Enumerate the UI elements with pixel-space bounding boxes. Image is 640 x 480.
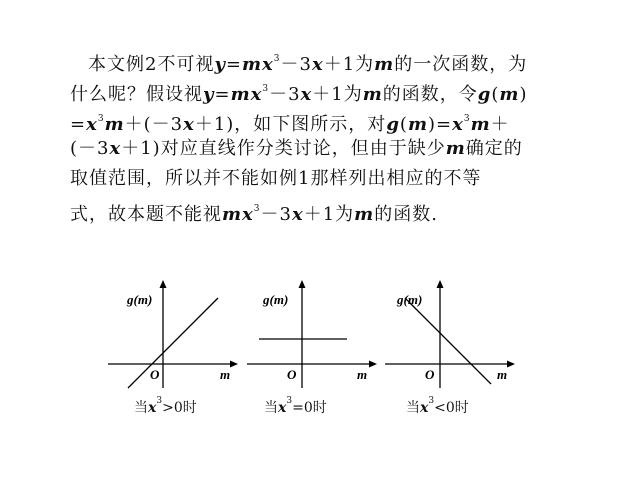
origin-label: O (287, 367, 297, 382)
text-segment: 取值范围，所以并不能如例1那样列出相应的不等 (70, 168, 482, 189)
text-segment: 的一次函数，为 (394, 54, 528, 75)
text-segment: )= (427, 114, 453, 135)
text-segment: = (225, 54, 243, 75)
text-line-6 (70, 194, 570, 224)
text-line-4 (70, 134, 570, 164)
caption-text: 当 (264, 400, 278, 416)
caption-negative (406, 396, 469, 417)
caption-text: >0时 (162, 400, 197, 416)
x-axis-arrow-icon (369, 361, 377, 368)
caption-text: =0时 (292, 400, 327, 416)
text-segment: 的函数，令 (382, 84, 478, 105)
text-segment: ＋(－3 (124, 114, 184, 135)
y-axis-label: g(m) (263, 292, 289, 307)
text-segment: ＋1为 (312, 84, 363, 105)
x-axis-arrow-icon (507, 361, 515, 368)
math-var: m (445, 138, 466, 159)
text-segment: = (214, 84, 231, 105)
math-var: x (148, 400, 157, 416)
math-var: m (470, 114, 491, 135)
math-var: g (386, 114, 400, 135)
caption-zero (264, 396, 327, 417)
math-var: g (477, 84, 492, 105)
text-segment: = (70, 114, 87, 135)
text-segment: 什么呢？假设视 (70, 84, 203, 105)
text-segment: －3 (280, 54, 312, 75)
text-segment: 的函数. (374, 204, 438, 225)
explanation-paragraph (70, 44, 570, 224)
exponent: 3 (463, 114, 471, 124)
origin-label: O (425, 367, 435, 382)
text-segment: ＋1)，如下图所示，对 (194, 114, 387, 135)
text-segment: ) (519, 84, 528, 105)
graph-zero-slope (247, 280, 377, 390)
graph-negative-slope (385, 280, 515, 390)
exponent: 3 (273, 54, 281, 64)
function-line (405, 298, 491, 384)
y-axis-arrow-icon (299, 280, 306, 288)
text-line-1 (70, 44, 570, 74)
math-var: x (311, 54, 324, 75)
text-segment: ( (491, 84, 500, 105)
text-segment: －3 (269, 84, 301, 105)
x-axis-arrow-icon (230, 361, 238, 368)
math-var: m (499, 84, 520, 105)
exponent: 3 (253, 204, 261, 214)
exponent: 3 (97, 114, 105, 124)
math-var: mx (222, 204, 254, 225)
x-axis-label: m (220, 367, 231, 382)
y-axis-arrow-icon (160, 280, 167, 288)
math-var: m (104, 114, 125, 135)
function-line (128, 298, 218, 388)
text-segment: ( (399, 114, 408, 135)
text-segment: (－3 (70, 138, 110, 159)
text-segment: －3 (260, 204, 292, 225)
caption-text: <0时 (434, 400, 469, 416)
text-segment: ＋ (490, 114, 510, 135)
text-segment: 式，故本题不能视 (70, 204, 222, 225)
text-segment: 本文例2不可视 (88, 54, 215, 75)
exponent: 3 (156, 396, 163, 406)
math-var: x (300, 84, 313, 105)
math-var: y (203, 84, 215, 105)
x-axis-label: m (497, 367, 508, 382)
y-axis-label: g(m) (397, 292, 423, 307)
exponent: 3 (428, 396, 435, 406)
math-var: x (278, 400, 287, 416)
graph-positive-slope (108, 280, 238, 390)
exponent: 3 (262, 84, 270, 94)
caption-positive (134, 396, 197, 417)
text-line-2 (70, 74, 570, 104)
math-var: x (86, 114, 98, 135)
caption-text: 当 (406, 400, 420, 416)
math-var: m (374, 54, 395, 75)
text-segment: ＋1为 (323, 54, 375, 75)
y-axis-arrow-icon (437, 280, 444, 288)
origin-label: O (150, 367, 160, 382)
x-axis-label: m (357, 367, 368, 382)
text-segment: 确定的 (465, 138, 523, 159)
text-segment: ＋1)对应直线作分类讨论，但由于缺少 (121, 138, 446, 159)
text-line-3 (70, 104, 570, 134)
math-var: x (183, 114, 195, 135)
y-axis-label: g(m) (127, 292, 153, 307)
math-var: x (291, 204, 304, 225)
math-var: mx (242, 54, 274, 75)
caption-text: 当 (134, 400, 148, 416)
text-line-5 (70, 164, 570, 194)
math-var: m (407, 114, 428, 135)
math-var: mx (230, 84, 263, 105)
math-var: m (362, 84, 383, 105)
exponent: 3 (286, 396, 293, 406)
math-var: x (420, 400, 429, 416)
math-var: m (354, 204, 375, 225)
math-var: x (109, 138, 122, 159)
math-var: y (214, 54, 226, 75)
math-var: x (452, 114, 464, 135)
text-segment: ＋1为 (303, 204, 355, 225)
